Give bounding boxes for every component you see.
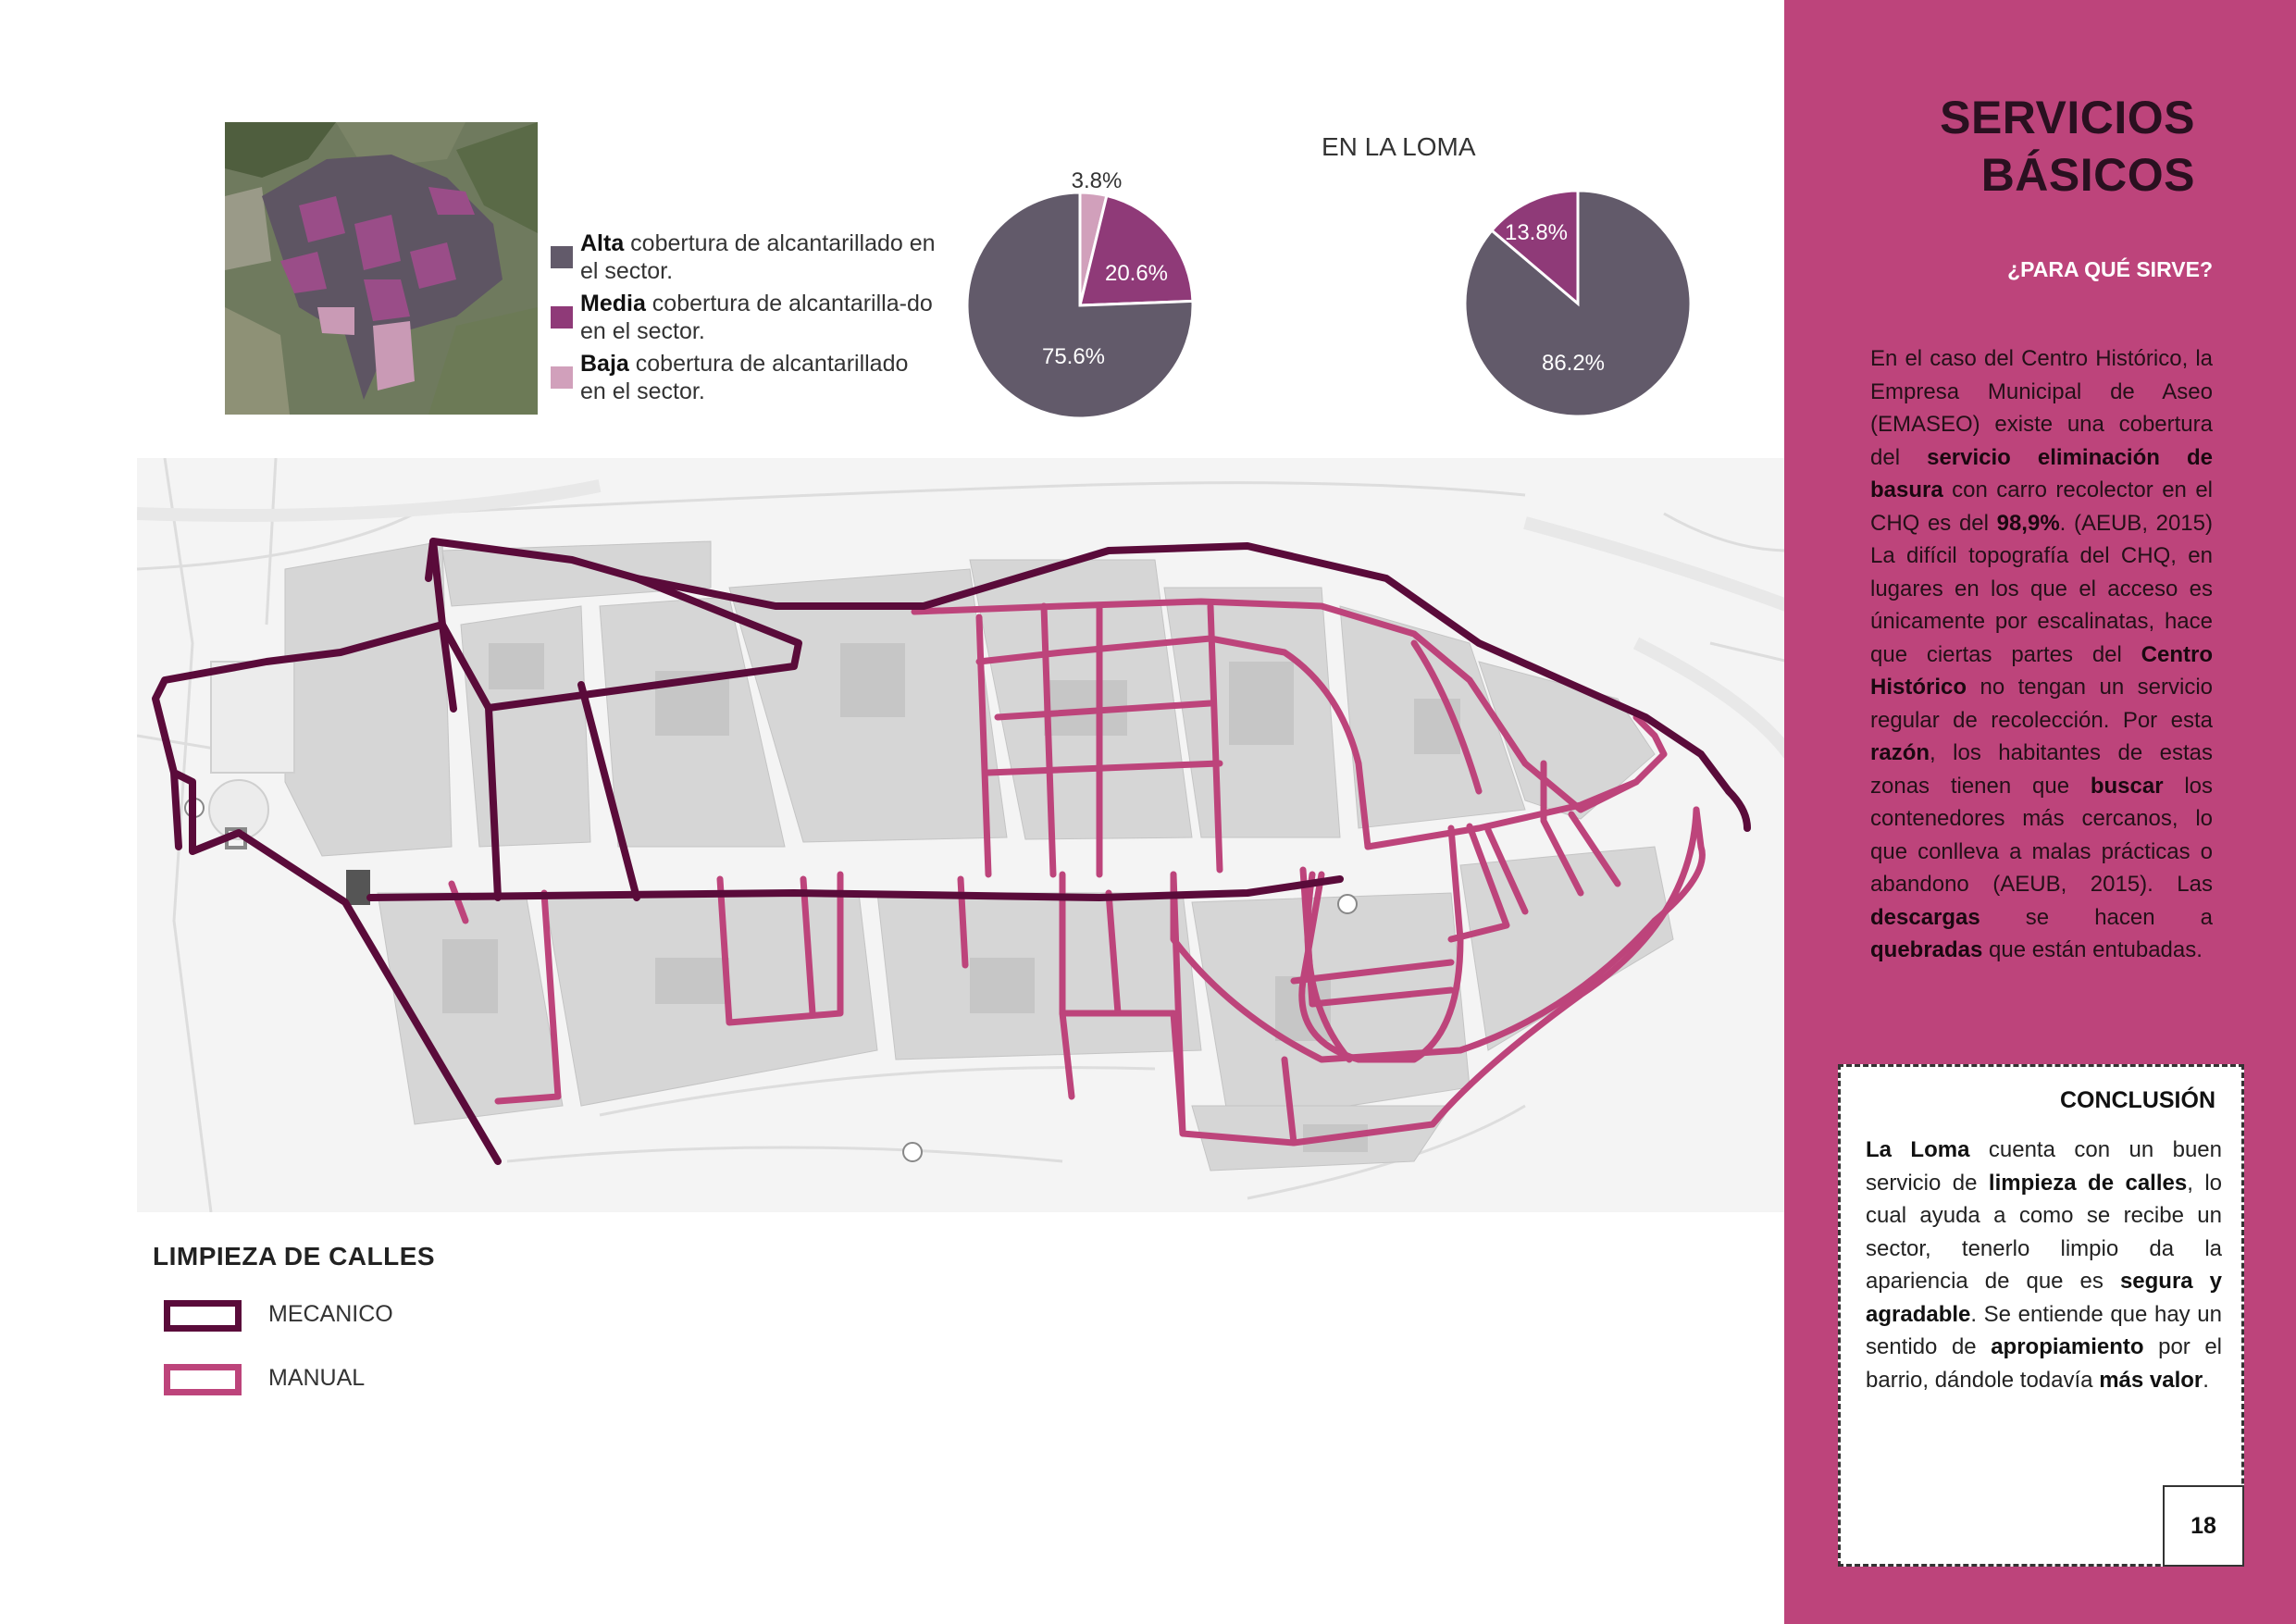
- conclusion-text-segment: limpieza de calles: [1988, 1170, 2188, 1196]
- street-cleaning-map: [137, 458, 1789, 1212]
- conclusion-text-segment: apropiamiento: [1991, 1334, 2144, 1359]
- alta-swatch: [551, 246, 573, 268]
- conclusion-title: CONCLUSIÓN: [2059, 1087, 2215, 1113]
- pie-slice-label: 20.6%: [1104, 261, 1169, 286]
- aerial-photo: [225, 122, 538, 415]
- conclusion-text-segment: La Loma: [1866, 1137, 1970, 1162]
- body-text-segment: servicio eliminación de basura: [1870, 444, 2213, 502]
- legend-item-media: [551, 290, 939, 345]
- body-text-segment: los contenedores más cercanos, lo que conlleva a malas prácticas o abandono (AEUB, 2015). Las: [1870, 773, 2213, 897]
- street-legend-title: LIMPIEZA DE CALLES: [153, 1242, 436, 1271]
- pie-chart-la-loma: [1465, 191, 1691, 416]
- conclusion-box: [1838, 1064, 2244, 1567]
- pie-slice-label: 75.6%: [1041, 344, 1106, 369]
- conclusion-text-segment: segura y agradable: [1866, 1269, 2223, 1327]
- legend-text-baja: cobertura de alcantarillado en el sector.: [580, 351, 909, 404]
- pie-title: EN LA LOMA: [1322, 132, 1476, 161]
- legend-bold-media: Media: [580, 291, 646, 316]
- pie-chart-overall: [967, 168, 1193, 418]
- conclusion-text-segment: .: [2203, 1367, 2209, 1393]
- page-number: 18: [2163, 1485, 2244, 1567]
- body-text-segment: no tengan un servicio regular de recolección. Por esta: [1870, 675, 2213, 733]
- page-title-line2: BÁSICOS: [1980, 149, 2195, 201]
- body-text-segment: se hacen a: [1980, 904, 2213, 930]
- body-text-segment: 98,9%: [1996, 510, 2060, 536]
- legend-item-alta: [551, 229, 939, 285]
- body-text-segment: razón: [1870, 740, 1930, 765]
- conclusion-text-segment: cuenta con un buen servicio de: [1866, 1137, 2223, 1196]
- legend-text-media: cobertura de alcantarilla-do en el sector.: [580, 291, 933, 344]
- pie-charts: [953, 125, 1749, 430]
- body-text-segment: , los habitantes de estas zonas tienen que: [1870, 740, 2213, 799]
- body-text-segment: buscar: [2090, 773, 2164, 799]
- mecanico-label: MECANICO: [268, 1301, 393, 1327]
- conclusion-text-segment: más valor: [2099, 1367, 2203, 1393]
- conclusion-body-text: [1866, 1134, 2222, 1396]
- legend-bold-alta: Alta: [580, 230, 625, 256]
- body-text-segment: En el caso del Centro Histórico, la Empresa Municipal de Aseo (EMASEO) existe una cobertura del: [1870, 346, 2213, 470]
- page-title-line1: SERVICIOS: [1940, 92, 2195, 143]
- body-text-segment: con carro recolector en el CHQ es del: [1870, 477, 2213, 536]
- conclusion-text-segment: , lo cual ayuda a como se recibe un sector, tenerlo limpio da la apariencia de que es: [1866, 1170, 2222, 1294]
- pie-slice-label: 86.2%: [1541, 351, 1606, 376]
- page-title: [1825, 89, 2195, 204]
- legend-text-alta: cobertura de alcantarillado en el sector.: [580, 230, 936, 284]
- body-text-segment: Centro Histórico: [1870, 641, 2213, 700]
- conclusion-text-segment: . Se entiende que hay un sentido de: [1866, 1301, 2222, 1359]
- manual-swatch: [164, 1364, 242, 1395]
- body-text-segment: quebradas: [1870, 937, 1983, 962]
- sidebar-body-text: [1870, 342, 2213, 967]
- baja-swatch: [551, 366, 573, 389]
- manual-label: MANUAL: [268, 1365, 366, 1391]
- body-text-segment: . (AEUB, 2015) La difícil topografía del CHQ, en lugares en los que el acceso es únicamente por escalinatas, hace que ciertas partes del: [1870, 510, 2213, 667]
- legend-item-baja: [551, 350, 939, 405]
- body-text-segment: descargas: [1870, 904, 1980, 930]
- pie-slice-label: 13.8%: [1504, 220, 1569, 245]
- page-subtitle: ¿PARA QUÉ SIRVE?: [2007, 257, 2213, 281]
- mecanico-swatch: [164, 1300, 242, 1332]
- legend-bold-baja: Baja: [580, 351, 629, 377]
- body-text-segment: que están entubadas.: [1982, 937, 2203, 962]
- conclusion-text-segment: por el barrio, dándole todavía: [1866, 1334, 2223, 1393]
- media-swatch: [551, 306, 573, 329]
- pie-slice-label: 3.8%: [1071, 168, 1123, 193]
